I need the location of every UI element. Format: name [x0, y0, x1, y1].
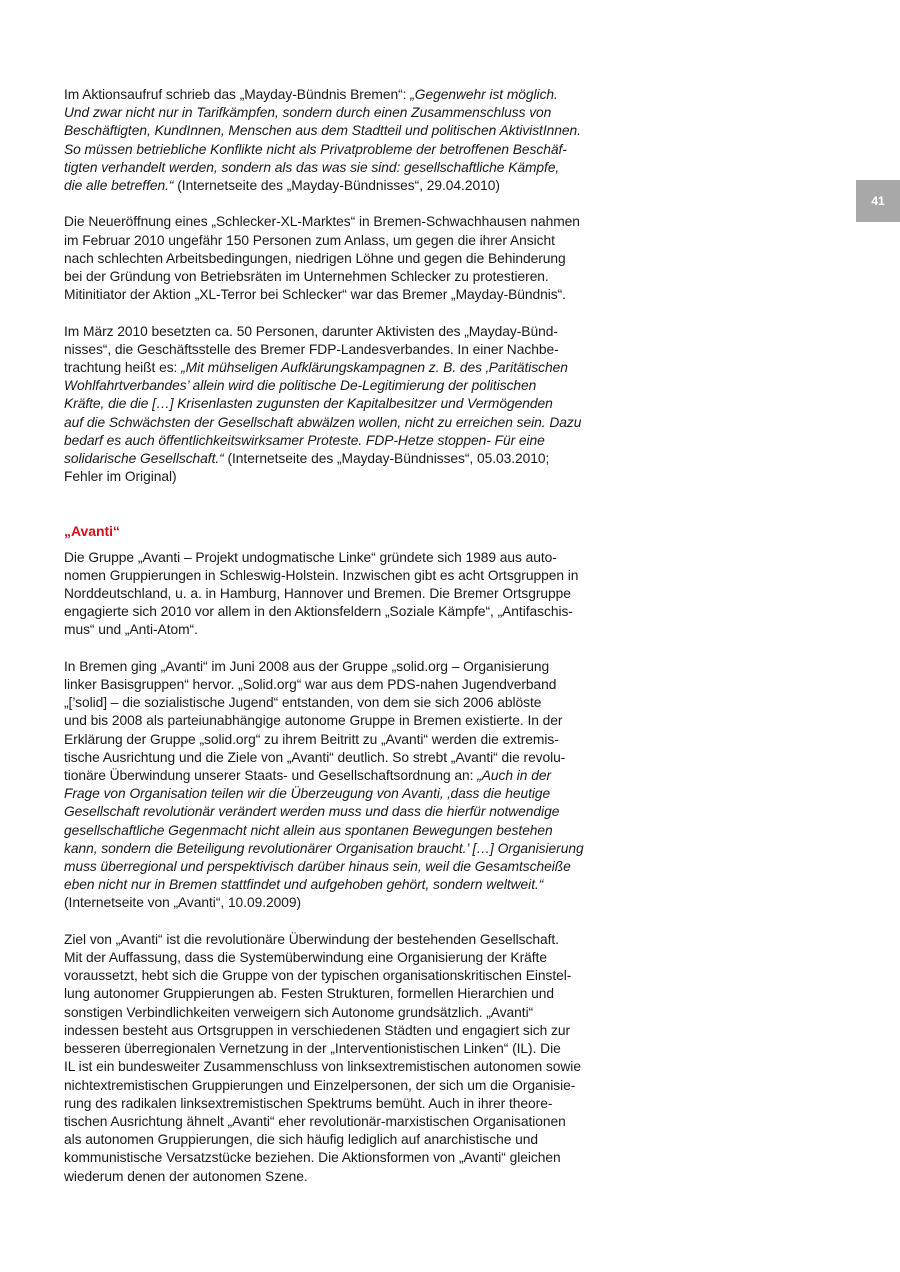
quote-text: die alle betreffen.“	[64, 178, 174, 194]
text-line: im Februar 2010 ungefähr 150 Personen zum Anlass, um gegen die ihrer Ansicht	[64, 232, 555, 248]
text-line: Die Neueröffnung eines „Schlecker-XL-Marktes“ in Bremen-Schwachhausen nahmen	[64, 214, 580, 230]
text-line	[64, 323, 616, 341]
text-line	[64, 450, 616, 468]
plain-text: Im Aktionsaufruf schrieb das „Mayday-Bündnis Bremen“:	[64, 87, 411, 102]
text-line	[64, 694, 616, 712]
plain-text: nisses“, die Geschäftsstelle des Bremer FDP-Landesverbandes. In einer Nachbe-	[64, 341, 559, 357]
paragraph-avanti-goal	[64, 931, 616, 1186]
text-line	[64, 159, 616, 177]
page-number-tab	[856, 180, 900, 222]
text-line: als autonomen Gruppierungen, die sich häufig lediglich auf anarchistische und	[64, 1132, 538, 1148]
text-line: lung autonomer Gruppierungen ab. Festen Strukturen, formellen Hierarchien und	[64, 986, 555, 1002]
text-line	[64, 86, 616, 104]
text-line: Ziel von „Avanti“ ist die revolutionäre Überwindung der bestehenden Gesellschaft.	[64, 931, 559, 947]
plain-text: und bis 2008 als parteiunabhängige autonome Gruppe in Bremen existierte. In der	[64, 713, 563, 729]
text-line	[64, 414, 616, 432]
quote-text: bedarf es auch öffentlichkeitswirksamer Proteste. FDP-Hetze stoppen- Für eine	[64, 432, 545, 448]
text-line: engagierte sich 2010 vor allem in den Aktionsfeldern „Soziale Kämpfe“, „Antifaschis-	[64, 604, 573, 620]
quote-text: So müssen betriebliche Konflikte nicht als Privatprobleme der betroffenen Beschäf-	[64, 141, 567, 157]
section-heading-avanti: „Avanti“	[64, 523, 120, 540]
quote-text: solidarische Gesellschaft.“	[64, 451, 224, 467]
paragraph-avanti-bremen	[64, 658, 616, 913]
quote-text: muss überregional und perspektivisch darüber hinaus sein, weil die Gesamtscheiße	[64, 859, 571, 875]
text-line: nichtextremistischen Gruppierungen und Einzelpersonen, der sich um die Organisie-	[64, 1077, 576, 1093]
paragraph-mayday-quote	[64, 86, 616, 195]
paragraph-fdp-occupation	[64, 323, 616, 487]
quote-text: Frage von Organisation teilen wir die Überzeugung von Avanti, ‚dass die heutige	[64, 786, 551, 802]
quote-text: eben nicht nur in Bremen stattfindet und aufgehoben gehört, sondern weltweit.“	[64, 877, 544, 893]
text-line	[64, 840, 616, 858]
quote-text: Gesellschaft revolutionär verändert werden muss und dass die hierfür notwendige	[64, 804, 560, 820]
text-line	[64, 104, 616, 122]
quote-text: Beschäftigten, KundInnen, Menschen aus dem Stadtteil und politischen AktivistInnen.	[64, 123, 581, 139]
text-line	[64, 894, 616, 912]
text-line	[64, 141, 616, 159]
text-line	[64, 341, 616, 359]
text-line: IL ist ein bundesweiter Zusammenschluss von linksextremistischen autonomen sowie	[64, 1059, 581, 1075]
quote-text: „Auch in der	[477, 768, 552, 784]
plain-text: Im März 2010 besetzten ca. 50 Personen, darunter Aktivisten des „Mayday-Bünd-	[64, 323, 558, 339]
text-line	[64, 177, 616, 195]
plain-text: Fehler im Original)	[64, 469, 177, 485]
text-line: mus“ und „Anti-Atom“.	[64, 622, 198, 638]
text-line: Die Gruppe „Avanti – Projekt undogmatische Linke“ gründete sich 1989 aus auto-	[64, 549, 557, 565]
paragraph-avanti-founding	[64, 549, 616, 640]
plain-text: „[’solid] – die sozialistische Jugend“ entstanden, von dem sie sich 2006 ablöste	[64, 695, 542, 711]
plain-text: (Internetseite des „Mayday-Bündnisses“, 29.04.2010)	[173, 178, 500, 194]
plain-text: trachtung heißt es:	[64, 360, 182, 376]
quote-text: tigten verhandelt werden, sondern als das was sie sind: gesellschaftliche Kämpfe,	[64, 159, 560, 175]
text-line: Mitinitiator der Aktion „XL-Terror bei Schlecker“ war das Bremer „Mayday-Bündnis“.	[64, 287, 566, 303]
text-line	[64, 377, 616, 395]
plain-text: (Internetseite von „Avanti“, 10.09.2009)	[64, 895, 302, 911]
page-number: 41	[871, 194, 885, 208]
plain-text: Erklärung der Gruppe „solid.org“ zu ihrem Beitritt zu „Avanti“ werden die extremis-	[64, 731, 559, 747]
text-line: Norddeutschland, u. a. in Hamburg, Hannover und Bremen. Die Bremer Ortsgruppe	[64, 586, 571, 602]
text-line: besseren überregionalen Vernetzung in der „Interventionistischen Linken“ (IL). Die	[64, 1041, 561, 1057]
text-line	[64, 359, 616, 377]
text-line	[64, 658, 616, 676]
text-line	[64, 767, 616, 785]
text-line	[64, 749, 616, 767]
text-line	[64, 395, 616, 413]
plain-text: (Internetseite des „Mayday-Bündnisses“, 05.03.2010;	[223, 451, 550, 467]
quote-text: auf die Schwächsten der Gesellschaft abwälzen wollen, nicht zu erreichen sein. Dazu	[64, 414, 582, 430]
text-line: bei der Gründung von Betriebsräten im Unternehmen Schlecker zu protestieren.	[64, 269, 549, 285]
text-line: Mit der Auffassung, dass die Systemüberwindung eine Organisierung der Kräfte	[64, 950, 547, 966]
quote-text: Wohlfahrtverbandes’ allein wird die politische De-Legitimierung der politischen	[64, 378, 537, 394]
text-line: kommunistische Versatzstücke beziehen. Die Aktionsformen von „Avanti“ gleichen	[64, 1150, 561, 1166]
text-line: tischen Ausrichtung ähnelt „Avanti“ eher revolutionär-marxistischen Organisationen	[64, 1113, 566, 1129]
text-line	[64, 731, 616, 749]
quote-text: Und zwar nicht nur in Tarifkämpfen, sondern durch einen Zusammenschluss von	[64, 105, 552, 121]
text-line: voraussetzt, hebt sich die Gruppe von der typischen organisationskritischen Einstel-	[64, 968, 572, 984]
quote-text: Kräfte, die die […] Krisenlasten zugunsten der Kapitalbesitzer und Vermögenden	[64, 396, 553, 412]
body-text	[64, 86, 616, 1186]
text-line: sonstigen Verbindlichkeiten verweigern sich Autonome grundsätzlich. „Avanti“	[64, 1004, 534, 1020]
paragraph-schlecker	[64, 213, 616, 304]
quote-text: „Gegenwehr ist möglich.	[410, 87, 558, 102]
text-line	[64, 803, 616, 821]
text-line: indessen besteht aus Ortsgruppen in verschiedenen Städten und engagiert sich zur	[64, 1022, 571, 1038]
text-line	[64, 876, 616, 894]
text-line	[64, 858, 616, 876]
plain-text: linker Basisgruppen“ hervor. „Solid.org“ war aus dem PDS-nahen Jugendverband	[64, 677, 557, 693]
plain-text: In Bremen ging „Avanti“ im Juni 2008 aus der Gruppe „solid.org – Organisierung	[64, 658, 550, 674]
text-line	[64, 712, 616, 730]
text-line	[64, 122, 616, 140]
plain-text: tische Ausrichtung und die Ziele von „Avanti“ deutlich. So strebt „Avanti“ die revolu-	[64, 749, 566, 765]
text-line: nomen Gruppierungen in Schleswig-Holstein. Inzwischen gibt es acht Ortsgruppen in	[64, 567, 579, 583]
quote-text: „Mit mühseligen Aufklärungskampagnen z. B. des ‚Paritätischen	[181, 360, 568, 376]
text-line: nach schlechten Arbeitsbedingungen, niedrigen Löhne und gegen die Behinderung	[64, 250, 566, 266]
text-line: rung des radikalen linksextremistischen Spektrums bemüht. Auch in ihrer theore-	[64, 1095, 553, 1111]
quote-text: gesellschaftliche Gegenmacht nicht allein aus spontanen Bewegungen bestehen	[64, 822, 553, 838]
plain-text: tionäre Überwindung unserer Staats- und Gesellschaftsordnung an:	[64, 768, 478, 784]
quote-text: kann, sondern die Beteiligung revolutionärer Organisation braucht.’ […] Organisierung	[64, 840, 584, 856]
text-line: wiederum denen der autonomen Szene.	[64, 1168, 308, 1184]
text-line	[64, 468, 616, 486]
text-line	[64, 822, 616, 840]
text-line	[64, 785, 616, 803]
text-line	[64, 432, 616, 450]
text-line	[64, 676, 616, 694]
